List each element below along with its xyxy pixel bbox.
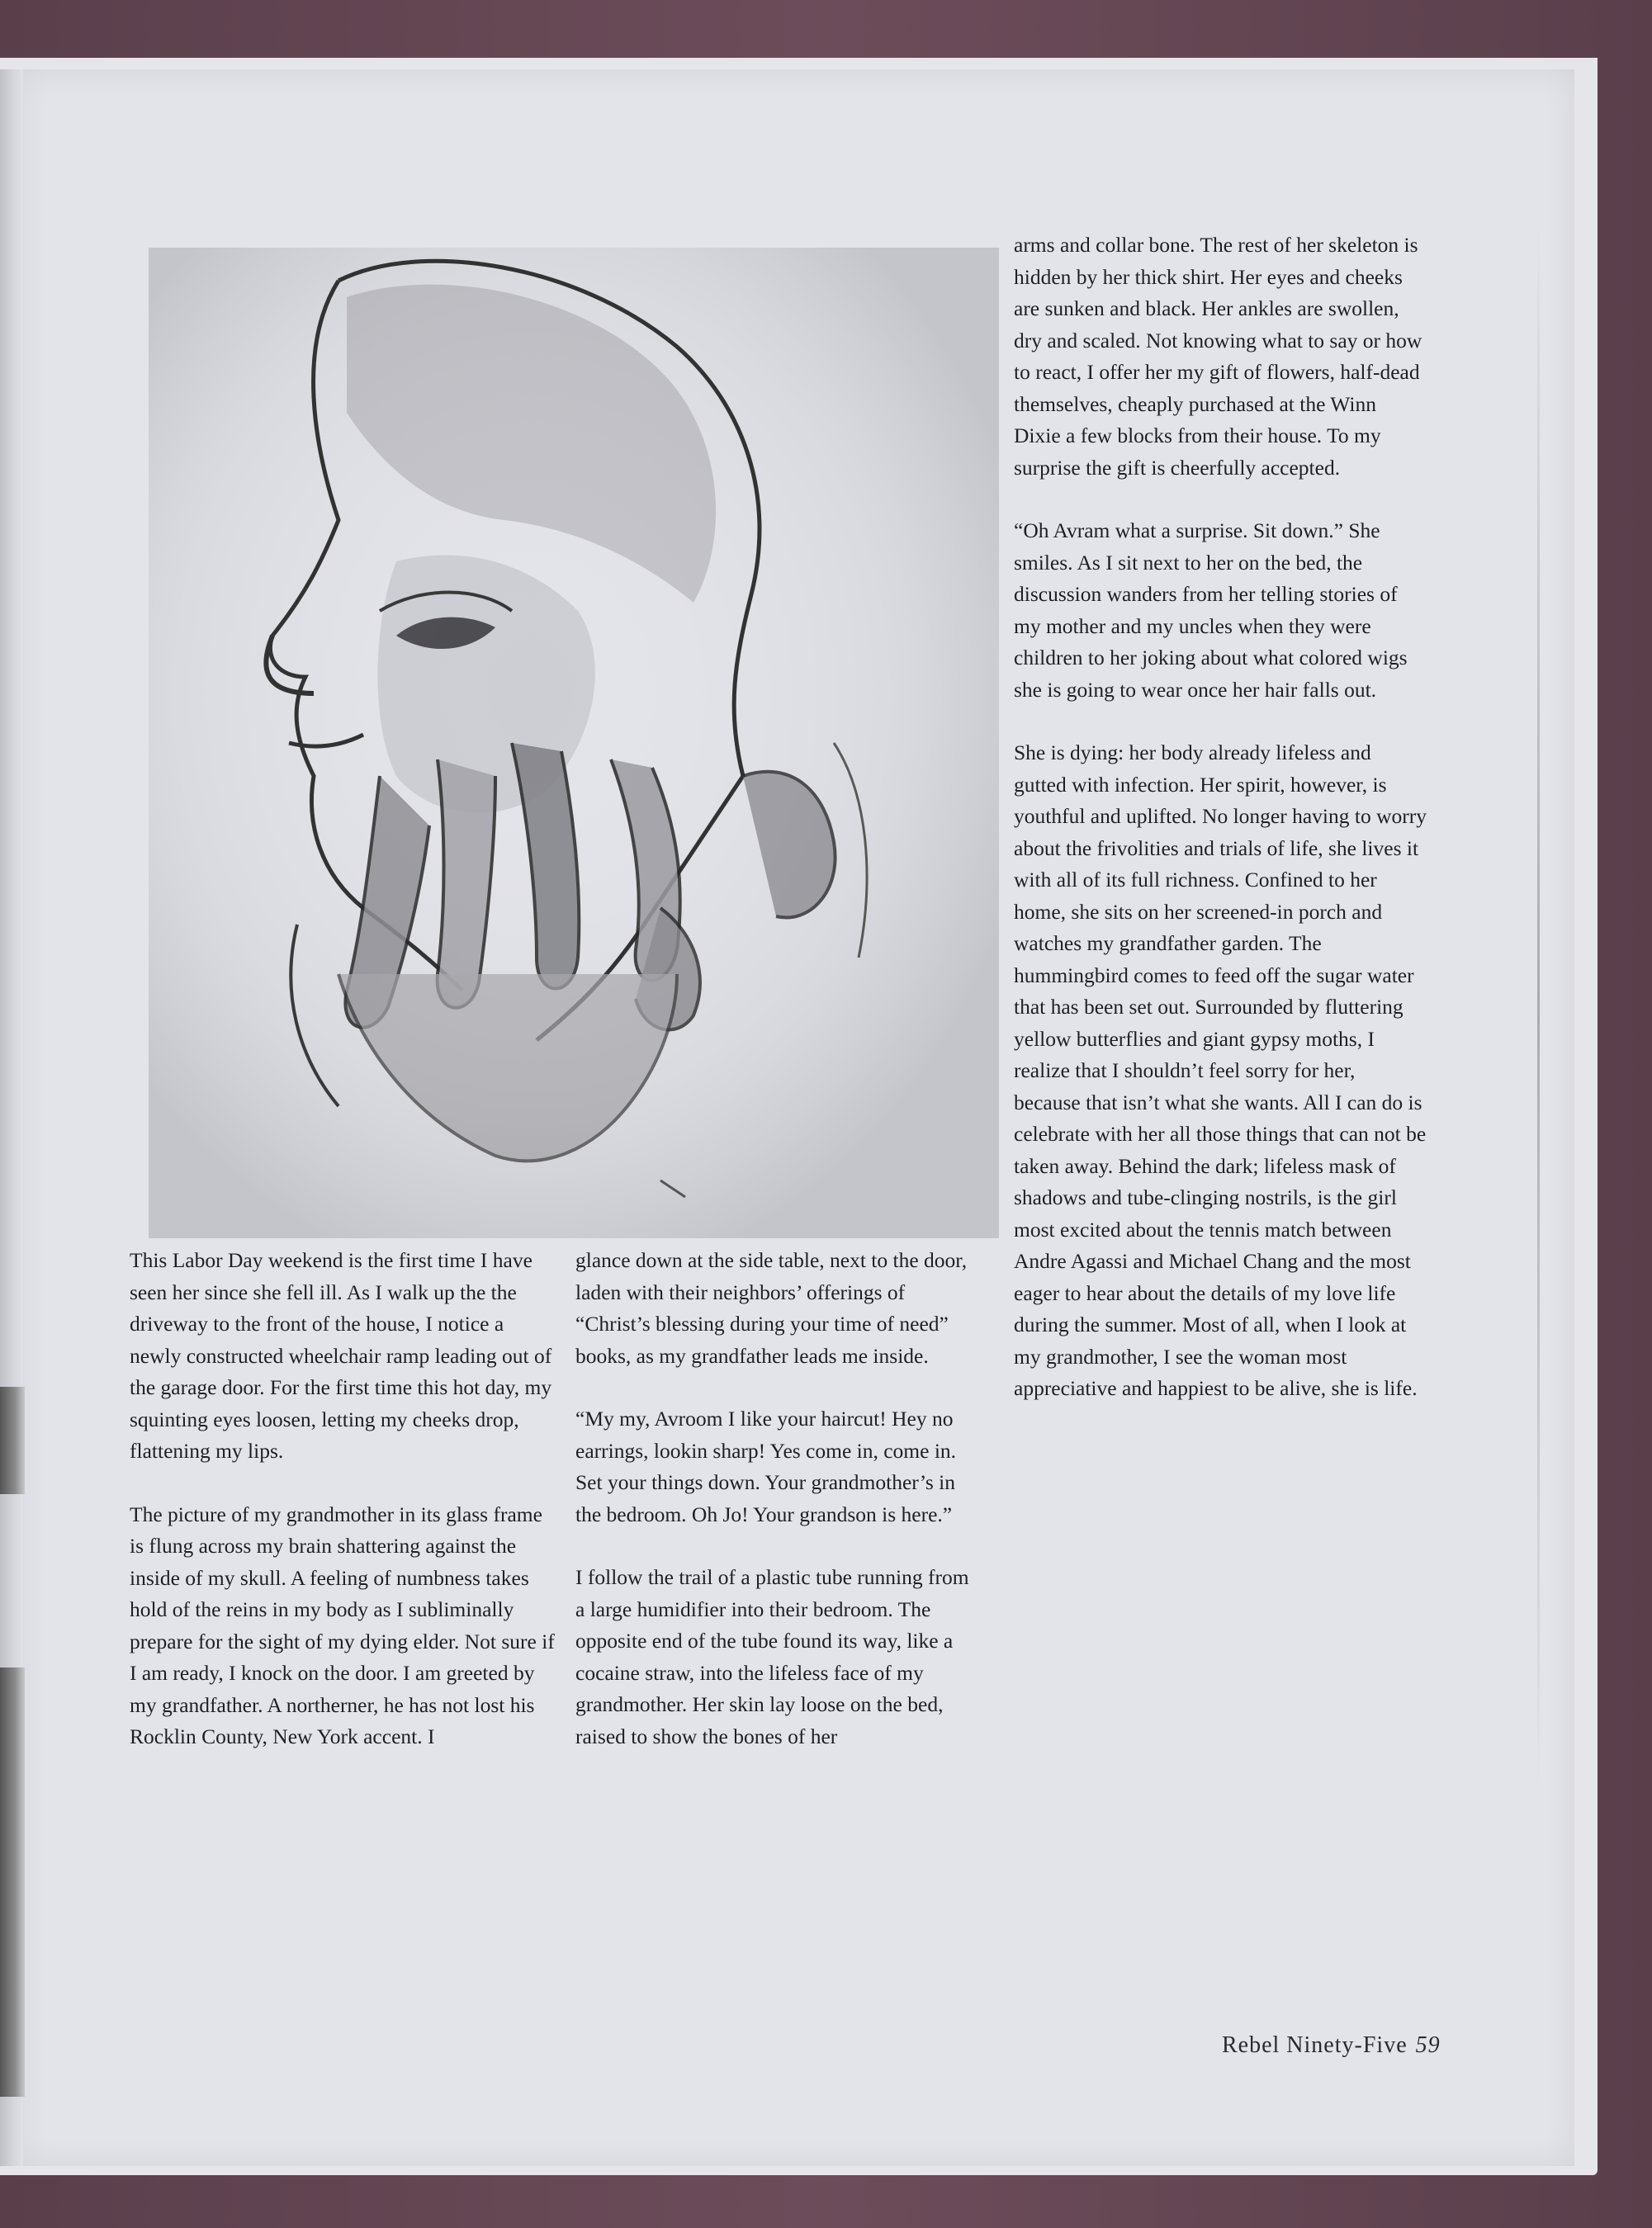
- text-column-1: [130, 1245, 559, 1785]
- page-number: 59: [1415, 2032, 1441, 2058]
- page-crease: [1537, 223, 1540, 1791]
- paragraph: She is dying: her body already lifeless and gutted with infection. Her spirit, however, is youthful and uplifted. No longer having to worry about the frivolities and trials of life, she lives it with all of its full richness. Confined to her home, she sits on her screened-in porch and watches my grandfather garden. The hummingbird comes to feed off the sugar water that has been set out. Surrounded by fluttering yellow butterflies and giant gypsy moths, I realize that I shouldn’t feel sorry for her, because that isn’t what she wants. All I can do is celebrate with her all those things that can not be taken away. Behind the dark; lifeless mask of shadows and tube-clinging nostrils, is the girl most excited about the tennis match between Andre Agassi and Michael Chang and the most eager to hear about the details of my love life during the summer. Most of all, when I look at my grandmother, I see the woman most appreciative and happiest to be alive, she is life.: [1014, 740, 1427, 1400]
- facing-page-photo-fragment: [0, 1667, 25, 2097]
- paragraph: “Oh Avram what a surprise. Sit down.” She smiles. As I sit next to her on the bed, the discussion wanders from her telling stories of my mother and my uncles when they were children to her joking about what colored wigs she is going to wear once her hair falls out.: [1014, 518, 1408, 702]
- paragraph: I follow the trail of a plastic tube running from a large humidifier into their bedroom. The opposite end of the tube found its way, like a cocaine straw, into the lifeless face of my grandmother. Her skin lay loose on the bed, raised to show the bones of her: [575, 1565, 969, 1748]
- pencil-drawing-hand-on-face-icon: [149, 248, 999, 1238]
- text-column-3: [1014, 229, 1427, 1436]
- paragraph: This Labor Day weekend is the first time I have seen her since she fell ill. As I walk up the the driveway to the front of the house, I notice a newly constructed wheelchair ramp leading out of the garage door. For the first time this hot day, my squinting eyes loosen, letting my cheeks drop, flattening my lips.: [130, 1248, 552, 1463]
- page-footer: [1222, 2032, 1441, 2059]
- facing-page-photo-fragment: [0, 1387, 25, 1494]
- paragraph: The picture of my grandmother in its glass frame is flung across my brain shattering against the inside of my skull. A feeling of numbness takes hold of the reins in my body as I subliminally prepare for the sight of my dying elder. Not sure if I am ready, I knock on the door. I am greeted by my grandfather. A northerner, he has not lost his Rocklin County, New York accent. I: [130, 1502, 555, 1748]
- paragraph: glance down at the side table, next to the door, laden with their neighbors’ offerings of “Christ’s blessing during your time of need” books, as my grandfather leads me inside.: [575, 1248, 968, 1368]
- paragraph: arms and collar bone. The rest of her skeleton is hidden by her thick shirt. Her eyes and cheeks are sunken and black. Her ankles are swollen, dry and scaled. Not knowing what to say or how to react, I offer her my gift of flowers, half-dead themselves, cheaply purchased at the Winn Dixie a few blocks from their house. To my surprise the gift is cheerfully accepted.: [1014, 233, 1422, 480]
- text-column-2: [575, 1245, 980, 1784]
- paragraph: “My my, Avroom I like your haircut! Hey no earrings, lookin sharp! Yes come in, come in. Set your things down. Your grandmother’s in the bedroom. Oh Jo! Your grandson is here.”: [575, 1407, 957, 1526]
- publication-title: Rebel Ninety-Five: [1222, 2032, 1408, 2058]
